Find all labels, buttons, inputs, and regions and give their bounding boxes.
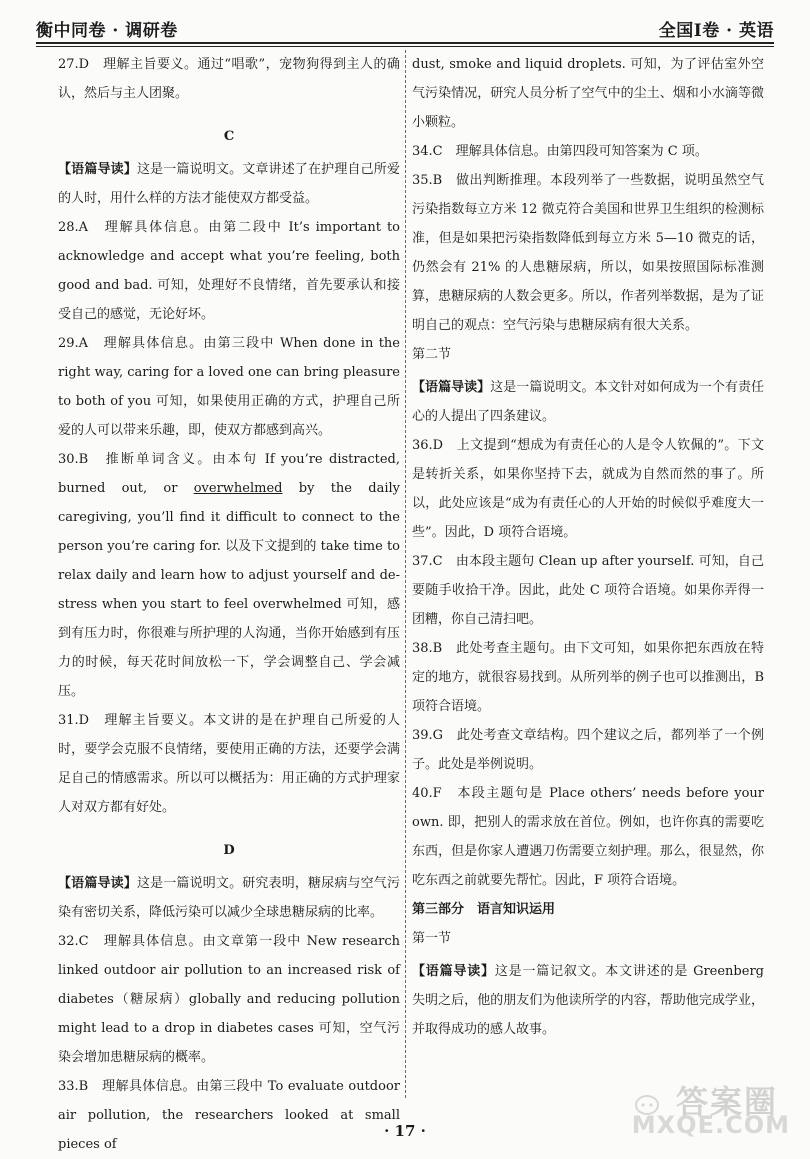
answer-30 [58, 445, 400, 706]
column-divider [405, 50, 406, 1098]
subsection-2: 第二节 [412, 347, 452, 362]
part-3-title: 第三部分 语言知识运用 [412, 902, 556, 917]
reading-guide-part3 [412, 957, 764, 1044]
answer-38: 38.B 此处考查主题句。由下文可知，如果你把东西放在特定的地方，就很容易找到。从所列举的例子也可以推测出，B 项符合语境。 [412, 641, 764, 714]
subsection-1: 第一节 [412, 931, 452, 946]
answer-30-before: 30.B 推断单词含义。由本句 If you’re distracted, burned out, or [58, 452, 400, 496]
guide-text: 这是一篇说明文。本文针对如何成为一个有责任心的人提出了四条建议。 [412, 380, 764, 424]
reading-guide-section2 [412, 373, 764, 431]
guide-tag: 【语篇导读】 [412, 380, 491, 395]
answer-40: 40.F 本段主题句是 Place others’ needs before your own. 即，把别人的需求放在首位。例如，也许你真的需要吃东西，但是你家人遭遇刀伤需要立刻护理。那么，很显然，你吃东西之前就要先帮忙。因此，F 项符合语境。 [412, 786, 764, 888]
watermark-cn: 答案圈 [675, 1083, 778, 1121]
guide-text: 这是一篇说明文。文章讲述了在护理自己所爱的人时，用什么样的方法才能使双方都受益。 [58, 162, 400, 206]
answer-30-after: by the daily caregiving, you’ll find it difficult to connect to the person you’re caring for. 以及下文提到的 take time to relax daily and learn how to adjust yourself and de-stress when you start to feel overwhelmed 可知，感到有压力时，你很难与所护理的人沟通，当你开始感到有压力的时候，每天花时间放松一下，学会调整自己、学会减压。 [58, 481, 400, 699]
page-header [36, 16, 774, 44]
answer-35: 35.B 做出判断推理。本段列举了一些数据，说明虽然空气污染指数每立方米 12 微克符合美国和世界卫生组织的检测标准，但是如果把污染指数降低到每立方米 5—10 微克的话，仍然会有 21% 的人患糖尿病，所以，如果按照国际标准测算，患糖尿病的人数会更多。所以，作者列举数据，是为了证明自己的观点：空气污染与患糖尿病有很大关系。 [412, 173, 764, 333]
answer-28: 28.A 理解具体信息。由第二段中 It’s important to acknowledge and accept what you’re feeling, both good and bad. 可知，处理好不良情绪，首先要承认和接受自己的感觉，无论好坏。 [58, 220, 400, 322]
section-letter-c: C [223, 129, 235, 144]
answer-31: 31.D 理解主旨要义。本文讲的是在护理自己所爱的人时，要学会克服不良情绪，要使用正确的方法，还要学会满足自己的情感需求。所以可以概括为：用正确的方式护理家人对双方都有好处。 [58, 713, 400, 815]
section-letter-d: D [223, 843, 235, 858]
header-subject: 全国Ⅰ卷 · 英语 [658, 21, 774, 41]
answer-29: 29.A 理解具体信息。由第三段中 When done in the right way, caring for a loved one can bring pleasure to both of you 可知，如果使用正确的方式，护理自己所爱的人可以带来乐趣，即，使双方都感到高兴。 [58, 336, 400, 438]
watermark-en: MXQE.COM [631, 1111, 790, 1139]
page-number: · 17 · [384, 1122, 426, 1140]
guide-text: 这是一篇说明文。研究表明，糖尿病与空气污染有密切关系，降低污染可以减少全球患糖尿病的比率。 [58, 876, 400, 920]
reading-guide-c [58, 155, 400, 213]
answer-34: 34.C 理解具体信息。由第四段可知答案为 C 项。 [412, 144, 708, 159]
header-book-title: 衡中同卷 · 调研卷 [36, 21, 178, 41]
header-rule-thin [36, 46, 774, 47]
reading-guide-d [58, 869, 400, 927]
left-column [58, 50, 400, 1152]
guide-tag: 【语篇导读】 [412, 964, 495, 979]
header-rule-thick [36, 42, 774, 44]
underlined-word: overwhelmed [193, 481, 283, 496]
guide-text: 这是一篇记叙文。本文讲述的是 Greenberg 失明之后，他的朋友们为他读所学的内容，帮助他完成学业，并取得成功的感人故事。 [412, 964, 764, 1037]
answer-33: 33.B 理解具体信息。由第三段中 To evaluate outdoor air pollution, the researchers looked at small pieces of [58, 1079, 400, 1152]
right-column [412, 50, 764, 1100]
watermark-logo [626, 1073, 796, 1143]
answer-39: 39.G 此处考查文章结构。四个建议之后，都列举了一个例子。此处是举例说明。 [412, 728, 764, 772]
answer-32: 32.C 理解具体信息。由文章第一段中 New research linked outdoor air pollution to an increased risk of diabetes（糖尿病）globally and reducing pollution might lead to a drop in diabetes cases 可知，空气污染会增加患糖尿病的概率。 [58, 934, 400, 1065]
answer-36: 36.D 上文提到“想成为有责任心的人是令人钦佩的”。下文是转折关系，如果你坚持下去，就成为自然而然的事了。所以，此处应该是“成为有责任心的人开始的时候似乎难度大一些”。因此，D 项符合语境。 [412, 438, 764, 540]
answer-37: 37.C 由本段主题句 Clean up after yourself. 可知，自己要随手收拾干净。因此，此处 C 项符合语境。如果你弄得一团糟，你自己清扫吧。 [412, 554, 764, 627]
answer-33-continued: dust, smoke and liquid droplets. 可知，为了评估室外空气污染情况，研究人员分析了空气中的尘土、烟和小水滴等微小颗粒。 [412, 57, 764, 130]
guide-tag: 【语篇导读】 [58, 876, 137, 891]
guide-tag: 【语篇导读】 [58, 162, 137, 177]
answer-27: 27.D 理解主旨要义。通过“唱歌”，宠物狗得到主人的确认，然后与主人团聚。 [58, 57, 400, 101]
